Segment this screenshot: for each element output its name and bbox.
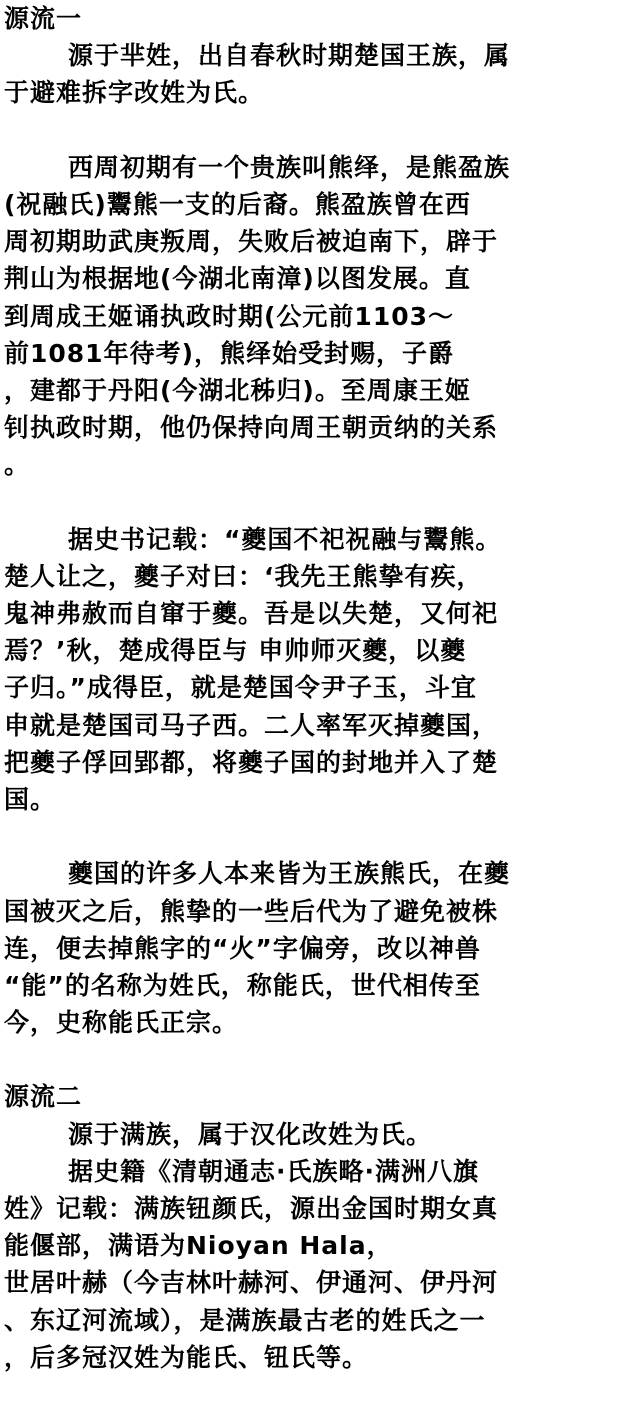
text-line: 国。 bbox=[4, 784, 57, 814]
paragraph-gap bbox=[4, 1041, 636, 1078]
text-line: 据史籍《清朝通志·氏族略·满洲八旗 bbox=[68, 1156, 479, 1186]
text-line: 源于满族，属于汉化改姓为氏。 bbox=[68, 1119, 433, 1149]
text-line: 世居叶赫（今吉林叶赫河、伊通河、伊丹河 bbox=[4, 1268, 499, 1298]
text-line: 于避难拆字改姓为氏。 bbox=[4, 78, 265, 108]
text-line: 钊执政时期，他仍保持向周王朝贡纳的关系 bbox=[4, 413, 499, 443]
text-line: 鬼神弗赦而自窜于夔。吾是以失楚，又何祀 bbox=[4, 599, 499, 628]
text-line: 源流一 bbox=[4, 4, 83, 33]
text-line: (祝融氏)鬻熊一支的后裔。熊盈族曾在西 bbox=[4, 189, 471, 219]
text-line: 据史书记载：“夔国不祀祝融与鬻熊。 bbox=[68, 524, 502, 554]
text-line: 今，史称能氏正宗。 bbox=[4, 1008, 239, 1038]
text-line: 周初期助武庚叛周，失败后被迫南下，辟于 bbox=[4, 227, 499, 257]
text-line: 源于芈姓，出自春秋时期楚国王族，属 bbox=[68, 41, 511, 71]
text-line: 荆山为根据地(今湖北南漳)以图发展。直 bbox=[4, 264, 471, 294]
text-line: ，建都于丹阳(今湖北秭归)。至周康王姬 bbox=[4, 375, 471, 405]
paragraph-gap bbox=[4, 112, 636, 149]
text-line: “能”的名称为姓氏，称能氏，世代相传至 bbox=[4, 970, 481, 1000]
text-line: 夔国的许多人本来皆为王族熊氏，在夔 bbox=[68, 859, 511, 889]
text-line: ，后多冠汉姓为能氏、钮氏等。 bbox=[4, 1342, 369, 1372]
paragraph-gap bbox=[4, 818, 636, 855]
text-line: 西周初期有一个贵族叫熊绎，是熊盈族 bbox=[68, 152, 511, 182]
text-line: 申就是楚国司马子西。二人率军灭掉夔国， bbox=[4, 710, 499, 740]
paragraph-gap bbox=[4, 483, 636, 520]
text-line: 国被灭之后，熊挚的一些后代为了避免被株 bbox=[4, 896, 499, 926]
text-line: 、东辽河流域），是满族最古老的姓氏之一 bbox=[4, 1305, 486, 1335]
text-line: 把夔子俘回郢都，将夔子国的封地并入了楚 bbox=[4, 747, 499, 777]
text-line: 到周成王姬诵执政时期(公元前1103～ bbox=[4, 301, 455, 331]
text-line: 连，便去掉熊字的“火”字偏旁，改以神兽 bbox=[4, 933, 481, 963]
text-line: 焉？’秋，楚成得臣与 申帅师灭夔，以夔 bbox=[4, 636, 467, 666]
text-line: 姓》记载：满族钮颜氏，源出金国时期女真 bbox=[4, 1194, 499, 1223]
text-line: 。 bbox=[4, 450, 31, 480]
text-line: 能偃部，满语为Nioyan Hala， bbox=[4, 1231, 393, 1261]
text-line: 子归。”成得臣，就是楚国令尹子玉，斗宜 bbox=[4, 673, 477, 703]
text-line: 楚人让之，夔子对曰：‘我先王熊挚有疾， bbox=[4, 561, 483, 591]
text-line: 前1081年待考)，熊绎始受封赐，子爵 bbox=[4, 338, 455, 368]
text-line: 源流二 bbox=[4, 1082, 83, 1112]
